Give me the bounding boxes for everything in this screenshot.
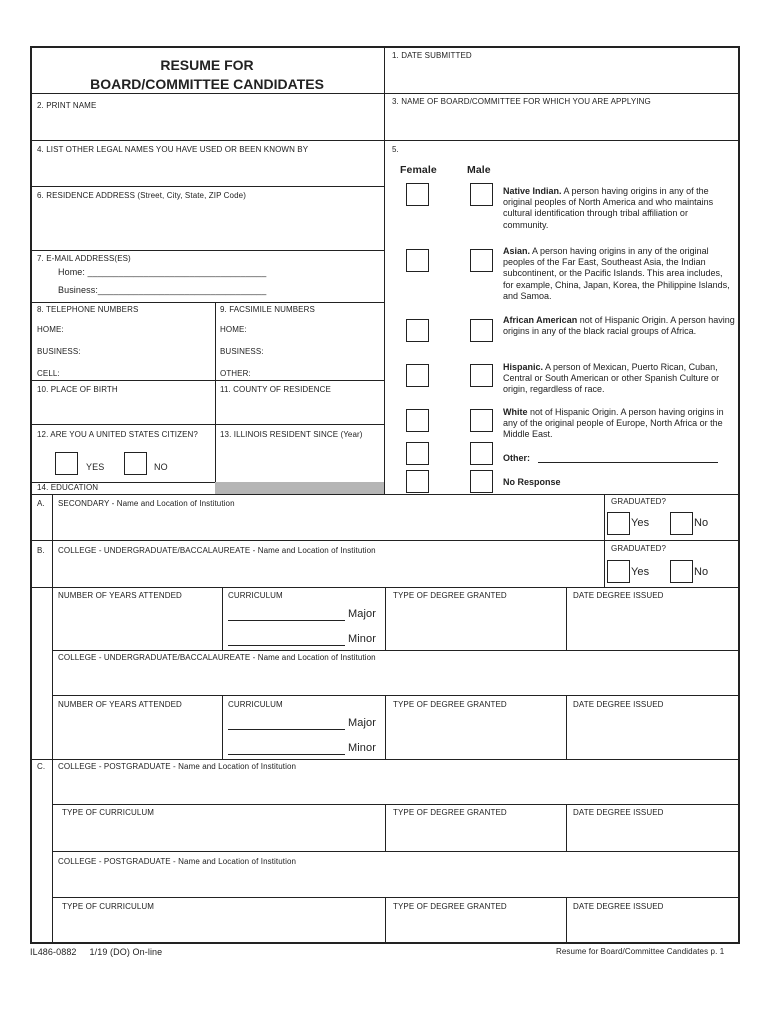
- illinois-resident-label: 13. ILLINOIS RESIDENT SINCE (Year): [220, 430, 363, 439]
- ug2-degree-type-label: TYPE OF DEGREE GRANTED: [393, 700, 507, 709]
- white-male-checkbox[interactable]: [470, 409, 493, 432]
- college-graduated-no-checkbox[interactable]: [670, 560, 693, 583]
- email-home-line[interactable]: Home: ___________________________________: [58, 267, 267, 277]
- pg1-curriculum-label: TYPE OF CURRICULUM: [62, 808, 155, 817]
- date-submitted-field[interactable]: [388, 64, 736, 91]
- secondary-yes-label: Yes: [631, 517, 650, 529]
- african-american-female-checkbox[interactable]: [406, 319, 429, 342]
- college-ug-label-1: COLLEGE - UNDERGRADUATE/BACCALAUREATE - Name and Location of Institution: [58, 546, 376, 555]
- question-5-label: 5.: [392, 145, 399, 154]
- citizen-no-label: NO: [154, 462, 168, 472]
- tel-business-label: BUSINESS:: [37, 347, 81, 356]
- board-name-label: 3. NAME OF BOARD/COMMITTEE FOR WHICH YOU ARE APPLYING: [392, 97, 651, 106]
- asian-male-checkbox[interactable]: [470, 249, 493, 272]
- residence-field[interactable]: [34, 204, 382, 248]
- ug1-minor-label: Minor: [348, 633, 377, 645]
- pg1-degree-type-label: TYPE OF DEGREE GRANTED: [393, 808, 507, 817]
- college-no-label: No: [694, 566, 709, 578]
- print-name-field[interactable]: [34, 112, 382, 138]
- race-asian: Asian. A person having origins in any of the original peoples of the Far East, Southeast Asia, the Indian subcontinent, or the Pacific Islands. This area includes, for example, China, Japan, Korea, the Philippine Islands, and Samoa.: [503, 246, 730, 301]
- edu-b-letter: B.: [37, 546, 45, 555]
- secondary-graduated-label: GRADUATED?: [611, 497, 667, 506]
- ug2-major-line[interactable]: [228, 729, 345, 730]
- college-pg-label-2: COLLEGE - POSTGRADUATE - Name and Location of Institution: [58, 857, 297, 866]
- race-hispanic: Hispanic. A person of Mexican, Puerto Rican, Cuban, Central or South American or other Spanish Culture or origin, regardless of race.: [503, 362, 720, 395]
- pg2-degree-type-label: TYPE OF DEGREE GRANTED: [393, 902, 507, 911]
- race-african-american: African American not of Hispanic Origin. A person having origins in any of the black racial groups of Africa.: [503, 315, 735, 337]
- facsimile-label: 9. FACSIMILE NUMBERS: [220, 305, 315, 314]
- race-other: Other:: [503, 453, 530, 463]
- white-female-checkbox[interactable]: [406, 409, 429, 432]
- ug2-minor-line[interactable]: [228, 754, 345, 755]
- fax-business-label: BUSINESS:: [220, 347, 264, 356]
- ug1-curriculum-label: CURRICULUM: [228, 591, 283, 600]
- secondary-graduated-no-checkbox[interactable]: [670, 512, 693, 535]
- edu-a-letter: A.: [37, 499, 45, 508]
- county-label: 11. COUNTY OF RESIDENCE: [220, 385, 331, 394]
- ug1-minor-line[interactable]: [228, 645, 345, 646]
- citizen-yes-label: YES: [86, 462, 105, 472]
- date-submitted-label: 1. DATE SUBMITTED: [392, 51, 472, 60]
- pg1-degree-date-label: DATE DEGREE ISSUED: [573, 808, 664, 817]
- other-female-checkbox[interactable]: [406, 442, 429, 465]
- hispanic-male-checkbox[interactable]: [470, 364, 493, 387]
- female-header: Female: [400, 164, 437, 176]
- pg2-curriculum-label: TYPE OF CURRICULUM: [62, 902, 155, 911]
- native-male-checkbox[interactable]: [470, 183, 493, 206]
- citizen-label: 12. ARE YOU A UNITED STATES CITIZEN?: [37, 430, 198, 439]
- ug2-years-label: NUMBER OF YEARS ATTENDED: [58, 700, 182, 709]
- ug2-degree-date-label: DATE DEGREE ISSUED: [573, 700, 664, 709]
- secondary-label: SECONDARY - Name and Location of Institution: [58, 499, 235, 508]
- ug2-curriculum-label: CURRICULUM: [228, 700, 283, 709]
- email-label: 7. E-MAIL ADDRESS(ES): [37, 254, 131, 263]
- place-of-birth-label: 10. PLACE OF BIRTH: [37, 385, 118, 394]
- form-number: IL486-0882 1/19 (DO) On-line: [30, 947, 163, 957]
- ug1-degree-type-label: TYPE OF DEGREE GRANTED: [393, 591, 507, 600]
- ug1-major-line[interactable]: [228, 620, 345, 621]
- print-name-label: 2. PRINT NAME: [37, 101, 97, 110]
- asian-female-checkbox[interactable]: [406, 249, 429, 272]
- education-label: 14. EDUCATION: [37, 483, 99, 492]
- african-american-male-checkbox[interactable]: [470, 319, 493, 342]
- ug1-major-label: Major: [348, 608, 377, 620]
- other-names-label: 4. LIST OTHER LEGAL NAMES YOU HAVE USED OR BEEN KNOWN BY: [37, 145, 309, 154]
- male-header: Male: [467, 164, 491, 176]
- college-graduated-yes-checkbox[interactable]: [607, 560, 630, 583]
- other-male-checkbox[interactable]: [470, 442, 493, 465]
- secondary-graduated-yes-checkbox[interactable]: [607, 512, 630, 535]
- ug2-minor-label: Minor: [348, 742, 377, 754]
- native-female-checkbox[interactable]: [406, 183, 429, 206]
- citizen-no-checkbox[interactable]: [124, 452, 147, 475]
- title-line-1: RESUME FOR: [160, 57, 254, 73]
- race-other-line[interactable]: [538, 462, 718, 463]
- form-title: [32, 56, 382, 94]
- no-response-female-checkbox[interactable]: [406, 470, 429, 493]
- title-line-2: BOARD/COMMITTEE CANDIDATES: [90, 76, 324, 92]
- college-yes-label: Yes: [631, 566, 650, 578]
- email-business-line[interactable]: Business:_________________________________: [58, 285, 267, 295]
- pg2-degree-date-label: DATE DEGREE ISSUED: [573, 902, 664, 911]
- ug1-years-label: NUMBER OF YEARS ATTENDED: [58, 591, 182, 600]
- edu-c-letter: C.: [37, 762, 46, 771]
- college-pg-label-1: COLLEGE - POSTGRADUATE - Name and Location of Institution: [58, 762, 297, 771]
- tel-home-label: HOME:: [37, 325, 64, 334]
- fax-home-label: HOME:: [220, 325, 247, 334]
- fax-other-label: OTHER:: [220, 369, 251, 378]
- ug1-degree-date-label: DATE DEGREE ISSUED: [573, 591, 664, 600]
- race-native-indian: Native Indian. A person having origins in any of the original peoples of North America and who maintains cultural identification through tribal affiliation or community.: [503, 186, 714, 230]
- no-response-male-checkbox[interactable]: [470, 470, 493, 493]
- race-white: White not of Hispanic Origin. A person having origins in any of the original people of Europe, North Africa or the Middle East.: [503, 407, 724, 440]
- residence-label: 6. RESIDENCE ADDRESS (Street, City, State, ZIP Code): [37, 191, 246, 200]
- board-name-field[interactable]: [388, 110, 736, 138]
- ug2-major-label: Major: [348, 717, 377, 729]
- race-no-response: No Response: [503, 477, 561, 487]
- page-footer: Resume for Board/Committee Candidates p. 1: [556, 947, 725, 956]
- other-names-field[interactable]: [34, 158, 382, 184]
- college-graduated-label: GRADUATED?: [611, 544, 667, 553]
- hispanic-female-checkbox[interactable]: [406, 364, 429, 387]
- telephone-label: 8. TELEPHONE NUMBERS: [37, 305, 139, 314]
- college-ug-label-2: COLLEGE - UNDERGRADUATE/BACCALAUREATE - Name and Location of Institution: [58, 653, 376, 662]
- tel-cell-label: CELL:: [37, 369, 60, 378]
- citizen-yes-checkbox[interactable]: [55, 452, 78, 475]
- secondary-no-label: No: [694, 517, 709, 529]
